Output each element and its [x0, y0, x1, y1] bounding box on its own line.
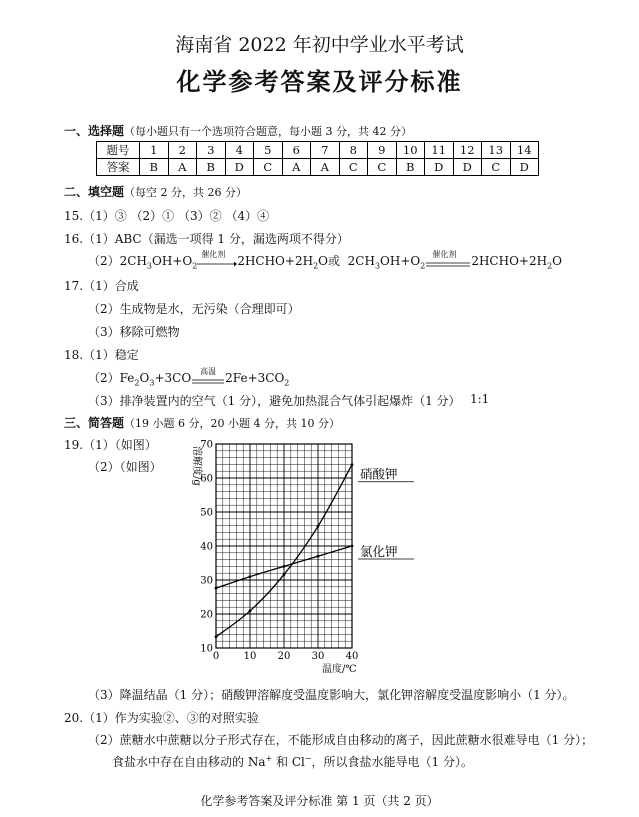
- y-tick-label: 60: [200, 473, 213, 485]
- catalyst-label: 催化剂: [201, 249, 226, 259]
- q-number: 13: [482, 142, 511, 159]
- q20-part2b-1: 食盐水中存在自由移动的 Na: [112, 755, 266, 769]
- q-answer: A: [168, 159, 197, 176]
- q-answer: B: [197, 159, 226, 176]
- q-number: 14: [510, 142, 539, 159]
- series-label: 氯化钾: [360, 544, 398, 559]
- y-tick-label: 70: [200, 439, 213, 451]
- q-number: 9: [368, 142, 397, 159]
- data-point: [317, 555, 320, 558]
- q16-products-2: $2HCHO+2H_2O$: [471, 254, 563, 271]
- y-tick-label: 20: [200, 609, 213, 621]
- q18-number: 18.: [64, 348, 84, 362]
- section-2-note: （每空 2 分，共 26 分）: [124, 186, 247, 199]
- data-point: [283, 565, 286, 568]
- q15-number: 15.: [64, 209, 84, 223]
- data-point: [215, 587, 218, 590]
- x-axis-label: 温度/℃: [322, 664, 357, 675]
- q20-line-1: [64, 709, 259, 726]
- answer-table-number-row: [97, 142, 539, 159]
- q-answer: A: [311, 159, 340, 176]
- page-footer: 化学参考答案及评分标准 第 1 页（共 2 页）: [200, 794, 439, 808]
- q-answer: B: [140, 159, 169, 176]
- q18-products: $2Fe+3CO_2$: [225, 371, 290, 388]
- section-2-heading: 二、填空题: [64, 185, 125, 199]
- x-tick-label: 0: [212, 651, 220, 662]
- q20-part2a: （2）蔗糖水中蔗糖以分子形式存在，不能形成自由移动的离子，因此蔗糖水很难导电（1 分）；: [88, 733, 594, 747]
- q-number: 7: [311, 142, 340, 159]
- section-3-note: （19 小题 6 分，20 小题 4 分，共 10 分）: [124, 417, 340, 430]
- q-number: 6: [282, 142, 311, 159]
- q17-part3: （3）移除可燃物: [88, 325, 180, 339]
- y-tick-label: 10: [200, 643, 213, 655]
- q19-part2: （2）（如图）: [88, 460, 162, 474]
- catalyst-label-2: 催化剂: [432, 249, 457, 259]
- x-tick-label: 40: [345, 651, 359, 662]
- data-point: [249, 610, 252, 613]
- q-number: 3: [197, 142, 226, 159]
- q-number: 4: [225, 142, 254, 159]
- q-number: 1: [140, 142, 169, 159]
- q20-part2b-3: ，所以食盐水能导电（1 分）。: [311, 755, 473, 769]
- solubility-chart: [180, 436, 440, 676]
- q20-part2b-2: 和 Cl: [272, 755, 305, 769]
- double-line-icon: [191, 376, 225, 388]
- q-answer: B: [396, 159, 425, 176]
- q18-line-2: [88, 366, 290, 388]
- q-answer: A: [282, 159, 311, 176]
- q15-answer: （1）③ （2）① （3）② （4）④: [83, 209, 270, 223]
- section-1-note: （每小题只有一个选项符合题意，每小题 3 分，共 42 分）: [124, 125, 412, 138]
- q18-part3: （3）排净装置内的空气（1 分），避免加热混合气体引起爆炸（1 分）: [88, 394, 461, 408]
- q16-number: 16.: [64, 232, 84, 246]
- q16-part2-label: （2）: [88, 254, 120, 268]
- document-title: 化学参考答案及评分标准: [176, 68, 463, 96]
- q18-part2-label: （2）: [88, 371, 120, 385]
- q16-products-1: $2HCHO+2H_2O$: [237, 254, 328, 271]
- q18-ratio: 1:1: [470, 392, 490, 406]
- q-number: 2: [168, 142, 197, 159]
- q18-reactants: $Fe_2O_3+3CO$: [119, 371, 192, 388]
- y-tick-label: 30: [200, 575, 213, 587]
- q-answer: C: [482, 159, 511, 176]
- q20-number: 20.: [64, 711, 84, 725]
- q-answer: C: [254, 159, 283, 176]
- q16-part1: （1）ABC（漏选一项得 1 分，漏选两项不得分）: [83, 232, 349, 246]
- q-number: 11: [425, 142, 454, 159]
- q17-part2: （2）生成物是水，无污染（合理即可）: [88, 302, 300, 316]
- chart-grid: [216, 444, 352, 648]
- x-tick-label: 30: [311, 651, 325, 662]
- exam-title: 海南省 2022 年初中学业水平考试: [175, 34, 464, 56]
- data-point: [249, 575, 252, 578]
- q18-line-1: [64, 346, 139, 363]
- q15-line: [64, 207, 269, 224]
- data-point: [351, 463, 354, 466]
- q-answer: D: [425, 159, 454, 176]
- row-label-answer: 答案: [97, 159, 140, 176]
- q-answer: D: [510, 159, 539, 176]
- q-number: 5: [254, 142, 283, 159]
- section-1-heading: 一、选择题: [64, 124, 125, 138]
- q16-or: 或: [328, 254, 341, 268]
- q19-part3: （3）降温结晶（1 分）；硝酸钾溶解度受温度影响大，氯化钾溶解度受温度影响小（1 分）。: [88, 688, 575, 702]
- y-tick-label: 40: [200, 541, 213, 553]
- q16-equation-2: $2CH_3OH+O_2$: [347, 254, 426, 271]
- q-answer: C: [339, 159, 368, 176]
- row-label-number: 题号: [97, 142, 140, 159]
- q-answer: D: [453, 159, 482, 176]
- section-2-heading-row: [64, 183, 247, 200]
- q-answer: D: [225, 159, 254, 176]
- q20-part1: （1）作为实验②、③的对照实验: [83, 711, 259, 725]
- section-1-heading-row: [64, 122, 412, 139]
- q19-part1: （1）（如图）: [83, 438, 157, 452]
- arrow-icon: [197, 259, 237, 271]
- x-tick-label: 20: [277, 651, 291, 662]
- section-3-heading: 三、简答题: [64, 416, 125, 430]
- data-point: [283, 573, 286, 576]
- q17-line-1: [64, 277, 139, 294]
- high-temp-equals: [191, 366, 225, 385]
- section-3-heading-row: [64, 414, 340, 431]
- answer-table: [96, 141, 539, 176]
- q16-equation-1: $2CH_3OH+O_2$: [119, 254, 198, 271]
- catalyst-arrow: [197, 249, 237, 268]
- series-label: 硝酸钾: [360, 466, 398, 482]
- q-number: 10: [396, 142, 425, 159]
- answer-table-answer-row: [97, 159, 539, 176]
- q17-number: 17.: [64, 279, 84, 293]
- q20-part2b: 食盐水中存在自由移动的 Na+ 和 Cl−，所以食盐水能导电（1 分）。: [112, 754, 473, 769]
- q18-part1: （1）稳定: [83, 348, 139, 362]
- y-axis-label: 溶解度/g: [191, 446, 202, 486]
- q17-part1: （1）合成: [83, 279, 139, 293]
- double-line-icon: [425, 259, 471, 271]
- data-point: [351, 545, 354, 548]
- y-tick-label: 50: [200, 507, 213, 519]
- q-number: 8: [339, 142, 368, 159]
- q19-number: 19.: [64, 438, 84, 452]
- q16-line-2: [88, 249, 563, 271]
- high-temp-label: 高温: [200, 366, 217, 376]
- q-answer: C: [368, 159, 397, 176]
- data-point: [215, 635, 218, 638]
- x-tick-label: 10: [243, 651, 257, 662]
- q-number: 12: [453, 142, 482, 159]
- chart-labels: [191, 440, 414, 676]
- q16-line-1: [64, 230, 349, 247]
- q19-line-1: [64, 436, 157, 453]
- data-point: [317, 525, 320, 528]
- catalyst-equals: [425, 249, 471, 268]
